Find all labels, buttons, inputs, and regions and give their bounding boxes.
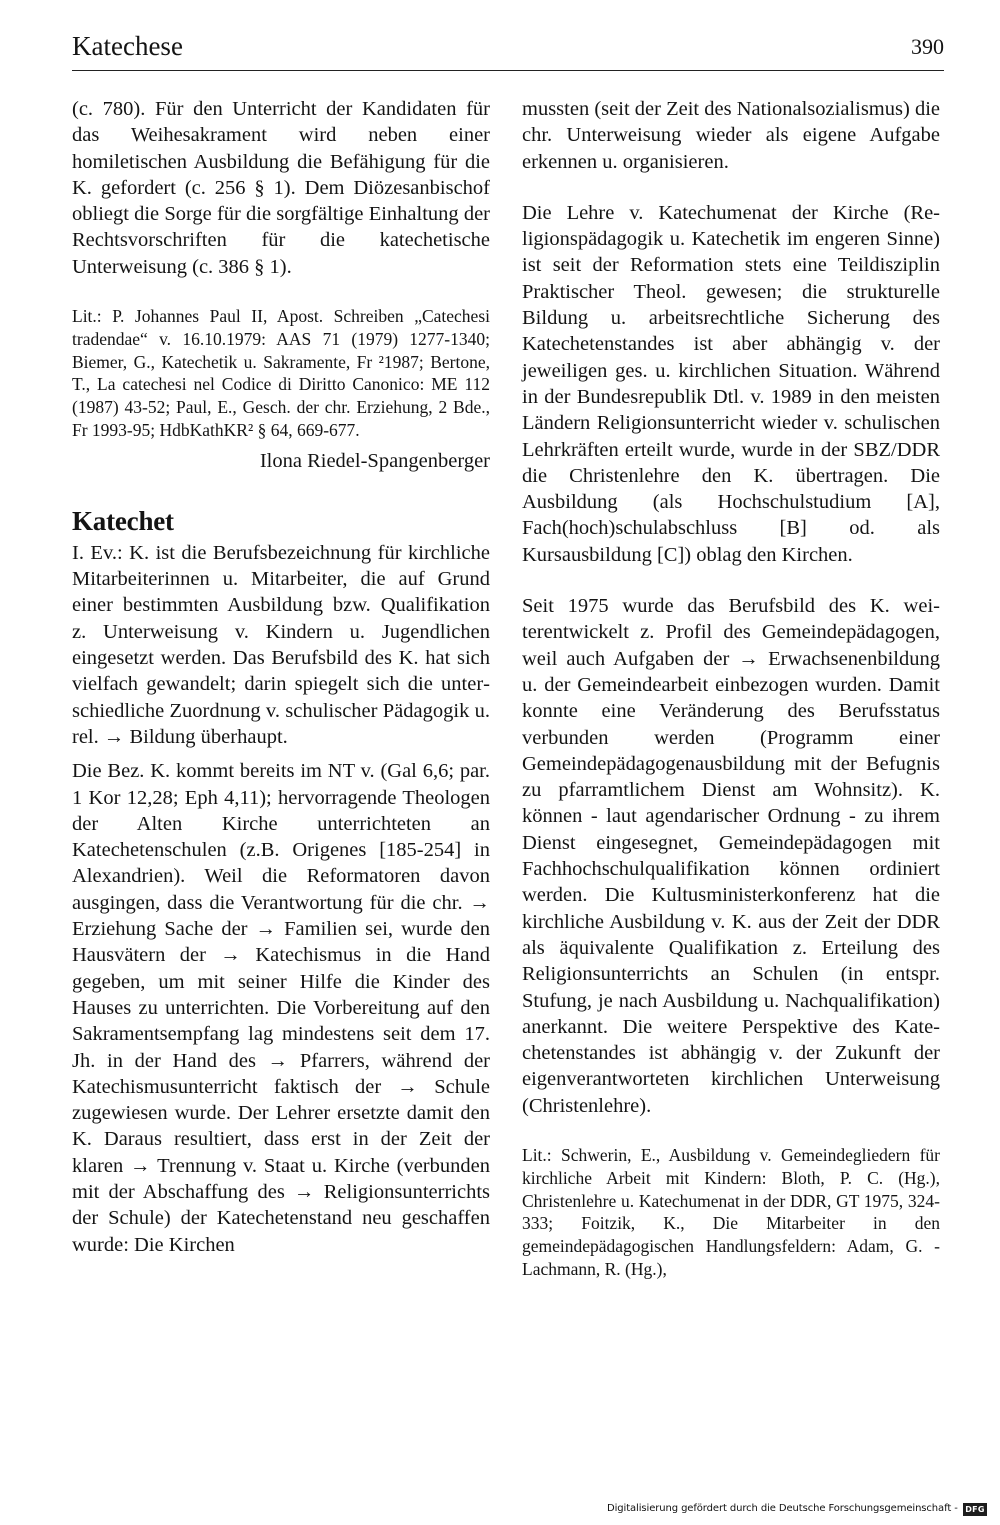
digitization-credit: Digitalisierung gefördert durch die Deutsche Forschungsgemeinschaft -	[607, 1503, 958, 1514]
paragraph: Die Lehre v. Katechumenat der Kirche (Religionspädagogik u. Katechetik im engeren Sinne) ist seit der Reformation stets eine Teildisziplin Praktischer Theol. gewesen; die strukturelle Bildung u. arbeitsrechtliche Sicherung des Katechetenstandes ist aber abhängig v. der jeweiligen ges. u. kirchlichen Situation. Während in der Bundesrepublik Dtl. v. 1989 in den meisten Ländern Religionsunterricht wieder v. schulischen Lehrkräften erteilt wurde, wurde in der SBZ/DDR die Christenlehre den K. übertragen. Die Ausbildung (als Hochschulstudium [A], Fach(hoch)schulabschluss [B] od. als Kursausbildung [C]) oblag den Kirchen.	[522, 201, 940, 566]
article-heading: Katechet	[72, 505, 174, 536]
paragraph: mussten (seit der Zeit des Nationalsozialismus) die chr. Unterweisung wieder als eigene Aufgabe erkennen u. organisieren.	[522, 98, 940, 173]
running-head	[72, 28, 944, 68]
literature-list: Lit.: P. Johannes Paul II, Apost. Schreiben „Catechesi tradendae“ v. 16.10.1979: AAS 71 (1979) 1277-1340; Biemer, G., Katechetik u. Sakramente, Fr ²1987; Bertone, T., La catechesi nel Codice di Diritto Canonico: ME 112 (1987) 43-52; Paul, E., Gesch. der chr. Erziehung, 2 Bde., Fr 1993-95; HdbKathKR² § 64, 669-677.	[72, 306, 490, 441]
paragraph: Seit 1975 wurde das Berufsbild des K. weiterentwickelt z. Profil des Gemeindepädagogen, weil auch Aufgaben der → Erwachsenenbildung u. der Gemeindearbeit einbezogen wurden. Damit konnte eine Veränderung des Berufsstatus verbunden werden (Programm einer Gemeindepädagogenausbildung mit der Befugnis zu pfarramtlichem Dienst am Wohnsitz). K. können - laut agendarischer Ordnung - zu ihrem Dienst eingesegnet, Gemeindepädagogen mit Fachhochschulqualifikation können ordiniert werden. Die Kultusministerkonferenz hat die kirchliche Ausbildung v. K. aus der Zeit der DDR als äquivalente Qualifikation z. Erteilung des Religionsunterrichts an Schulen (in entspr. Stufung, je nach Ausbildung u. Nachqualifikation) anerkannt. Die weitere Perspektive des Katechetenstandes ist abhängig v. der Zukunft der eigenverantworteten kirchlichen Unterweisung (Christenlehre).	[522, 595, 940, 1117]
article-author: Ilona Riedel-Spangenberger	[259, 449, 490, 472]
paragraph: I. Ev.: K. ist die Berufsbezeichnung für kirchliche Mitarbeiterinnen u. Mitarbeiter, die auf Grund einer bestimmten Ausbildung bzw. Qualifikation z. Unterweisung v. Kindern u. Jugendlichen eingesetzt werden. Das Berufsbild des K. hat sich vielfach gewandelt; darin spiegelt sich die unterschiedliche Zuordnung v. schulischer Pädagogik u. rel. → Bildung überhaupt.	[72, 541, 490, 748]
literature-list: Lit.: Schwerin, E., Ausbildung v. Gemeindegliedern für kirchliche Arbeit mit Kindern: Bloth, P. C. (Hg.), Christenlehre u. Katechumenat in der DDR, GT 1975, 324-333; Foitzik, K., Die Mitarbeiter in den gemeindepädagogischen Handlungsfeldern: Adam, G. - Lachmann, R. (Hg.),	[522, 1144, 940, 1279]
paragraph: Die Bez. K. kommt bereits im NT v. (Gal 6,6; par. 1 Kor 12,28; Eph 4,11); hervorragende Theologen der Alten Kirche unterrichteten an Katechetenschulen (z.B. Origenes [185-254] in Alexandrien). Weil die Reformatoren davon ausgingen, dass die Verantwortung für die chr. → Erziehung Sache der → Familien sei, wurde den Hausvätern der → Katechismus in die Hand gegeben, um mit seiner Hilfe die Kinder des Hauses zu unterrichten. Die Vorbereitung auf den Sakramentsempfang lag mindestens seit dem 17. Jh. in der Hand des → Pfarrers, während der Katechismusunterricht faktisch der → Schule zugewiesen wurde. Der Lehrer ersetzte damit den K. Daraus resultiert, dass erst in der Zeit der klaren → Trennung v. Staat u. Kirche (verbunden mit der Abschaffung des → Religionsunterrichts der Schule) der Katechetenstand neu geschaffen wurde: Die Kirchen	[72, 760, 490, 1256]
page-number: 390	[911, 34, 944, 59]
left-column	[72, 96, 490, 1258]
continued-paragraph: (c. 780). Für den Unterricht der Kandidaten für das Weihesakrament wird neben einer homiletischen Ausbildung die Befähigung für die K. gefordert (c. 256 § 1). Dem Diözesanbischof obliegt die Sorge für die sorgfältige Einhaltung der Rechtsvorschriften für die katechetische Unterweisung (c. 386 § 1).	[72, 98, 490, 278]
dfg-logo: DFG	[963, 1503, 987, 1516]
header-rule	[72, 70, 944, 71]
right-column	[522, 96, 940, 1281]
running-title: Katechese	[72, 31, 183, 61]
